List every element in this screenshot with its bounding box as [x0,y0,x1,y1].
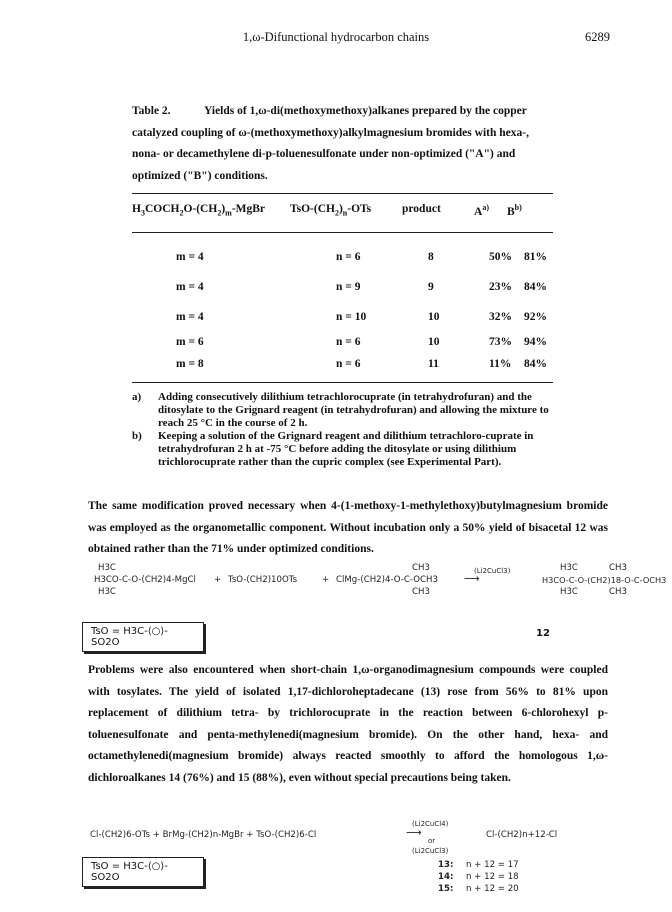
cell-product: 10 [428,311,440,323]
cell-a: 32% [489,311,512,323]
cell-n: n = 6 [336,358,361,370]
cell-n: n = 6 [336,336,361,348]
reaction-arrow: ⟶ [464,572,480,585]
table-footnotes [132,391,553,469]
cell-b: 84% [524,281,547,293]
page-header [0,30,672,50]
table-top-rule [132,193,553,194]
cell-m: m = 4 [176,251,204,263]
product-ch3-top: CH3 [609,563,627,573]
table-label: Table 2. [132,105,171,117]
table-row [132,251,553,271]
cell-b: 84% [524,358,547,370]
table-row [132,311,553,331]
cell-product: 10 [428,336,440,348]
caption-text: Yields of 1,ω-di(methoxymethoxy)alkanes prepared by the copper catalyzed coupling of ω-(methoxymethoxy)alkylmagnesium bromides with hexa-, nona- or decamethylene di-p-toluenesulfonate under non-optimized ("A") and optimized ("B") conditions. [132,105,529,182]
header-ditosylate: TsO-$(CH_2)_n$-OTs [290,203,372,218]
cell-a: 50% [489,251,512,263]
cell-product: 11 [428,358,439,370]
table-row [132,358,553,378]
cell-product: 8 [428,251,434,263]
table-header-rule [132,232,553,233]
cell-n: n = 6 [336,251,361,263]
running-title: 1,ω-Difunctional hydrocarbon chains [242,30,430,44]
footnote-b: b) Keeping a solution of the Grignard reagent and dilithium tetrachloro-cuprate in tetrahydrofuran 2 h at -75 °C before adding the ditosylate or using dilithium trichlorocuprate rather than the cupric complex (see Experimental Part). [132,430,534,468]
product-ch3-bottom: CH3 [609,587,627,597]
header-b: $B^{b)}$ [507,203,522,218]
cell-m: m = 4 [176,281,204,293]
reaction-arrow-2: ⟶ [406,826,422,839]
body-paragraph-1: The same modification proved necessary when 4-(1-methoxy-1-methylethoxy)butylmagnesium bromide was employed as the organometallic component. Without incubation only a 50% yield of bisacetal 12 was obtained rather than the 71% under optimized conditions. [88,500,608,555]
tso-definition-box-2: TsO = H3C-⟨○⟩-SO2O [82,857,204,887]
reaction-scheme-1: H3C H3CO-C-O-(CH2)4-MgCl H3C + TsO-(CH2)10OTs + CH3 ClMg-(CH2)4-O-C-OCH3 CH3 (Li2CuCl3) ⟶ H3C H3CO-C-O-(CH2)18-O-C-OCH3 H3C [94,563,667,597]
cell-m: m = 4 [176,311,204,323]
table-header [132,203,553,223]
body-paragraph-2: Problems were also encountered when short-chain 1,ω-organodimagnesium compounds were coupled with tosylates. The yield of isolated 1,17-dichloroheptadecane (13) rose from 56% to 81% upon replacement of dilithium tetra- by trichlorocuprate in the reaction between 6-chlorohexyl p-toluenesulfonate and penta-methylenedi(magnesium bromide). On the other hand, hexa- and octamethylenedi(magnesium bromide) always reacted smoothly to afford the homologous 1,ω-dichloroalkanes 14 (76%) and 15 (88%), even without special precautions being taken. [88,664,608,784]
header-product: product [402,203,441,215]
compound-number-12: 12 [536,628,550,639]
cell-product: 9 [428,281,434,293]
cell-m: m = 6 [176,336,204,348]
cell-a: 23% [489,281,512,293]
cell-a: 73% [489,336,512,348]
table-caption [132,101,550,187]
cell-a: 11% [489,358,512,370]
table-row [132,281,553,301]
cell-b: 94% [524,336,547,348]
table-bottom-rule [132,382,553,383]
cell-m: m = 8 [176,358,204,370]
cell-n: n = 9 [336,281,361,293]
footnote-a: a) Adding consecutively dilithium tetrachlorocuprate (in tetrahydrofuran) and the ditosylate to the Grignard reagent (in tetrahydrofuran) and allowing the mixture to reach 25 °C in the course of 2 h. [132,391,549,429]
cell-b: 92% [524,311,547,323]
cell-n: n = 10 [336,311,367,323]
header-grignard: $H_3COCH_2O-(CH_2)_m$-MgBr [132,203,266,218]
cell-b: 81% [524,251,547,263]
tso-definition-box-1: TsO = H3C-⟨○⟩-SO2O [82,622,204,652]
reaction-scheme-2: Cl-(CH2)6-OTs + BrMg-(CH2)n-MgBr + TsO-(CH2)6-Cl (Li2CuCl4) ⟶ or (Li2CuCl3) Cl-(CH2)n+12-Cl 13: n + 12 = 17 14: n + 12 = 18 15: n + 12 = 20 [90,820,558,894]
table-row [132,336,553,356]
header-a: $A^{a)}$ [474,203,489,218]
page-number: 6289 [585,30,610,44]
